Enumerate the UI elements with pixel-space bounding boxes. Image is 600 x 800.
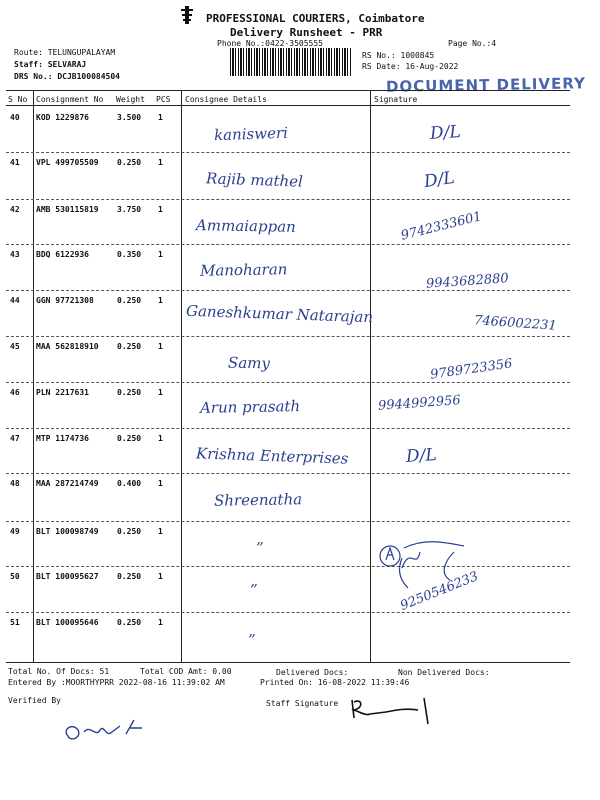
row-weight: 0.250 [117, 342, 142, 351]
non-delivered-docs: Non Delivered Docs: [398, 668, 490, 677]
row-divider [6, 336, 570, 337]
col-header-signature: Signature [374, 95, 418, 104]
row-consignment-no: GGN 97721308 [36, 296, 94, 305]
staff-signature [346, 694, 446, 734]
row-consignment-no: BLT 100095646 [36, 618, 99, 627]
row-sno: 48 [10, 479, 20, 488]
row-signature: 9943682880 [425, 271, 510, 292]
row-consignee-handwritten: kanisweri [213, 123, 289, 145]
verified-by: Verified By [8, 696, 61, 705]
row-divider [6, 428, 570, 429]
row-signature: 9250546233 [398, 569, 481, 614]
row-consignment-no: MTP 1174736 [36, 434, 89, 443]
col-header-pcs: PCS [156, 95, 171, 104]
row-sno: 44 [10, 296, 20, 305]
staff-signature-label: Staff Signature [266, 699, 339, 708]
document-delivery-stamp: DOCUMENT DELIVERY [385, 74, 587, 96]
row-signature: 7466002231 [473, 313, 558, 334]
row-divider [6, 199, 570, 200]
page-number: Page No.:4 [448, 39, 497, 48]
row-consignee-handwritten: Ammaiappan [195, 216, 296, 236]
col-header-consignment: Consignment No [36, 95, 104, 104]
row-sno: 47 [10, 434, 20, 443]
row-consignee-handwritten: Krishna Enterprises [195, 444, 349, 468]
table-top-rule [6, 90, 570, 91]
row-pcs: 1 [158, 572, 163, 581]
row-weight: 0.400 [117, 479, 142, 488]
col-header-weight: Weight [116, 95, 145, 104]
row-weight: 0.250 [117, 572, 142, 581]
row-signature: 9789723356 [429, 356, 514, 383]
row-consignment-no: MAA 287214749 [36, 479, 99, 488]
row-consignment-no: BLT 100095627 [36, 572, 99, 581]
row-consignment-no: VPL 499705509 [36, 158, 99, 167]
row-pcs: 1 [158, 113, 163, 122]
rs-date: RS Date: 16-Aug-2022 [362, 62, 459, 71]
company-name: PROFESSIONAL COURIERS, Coimbatore [206, 12, 425, 25]
table-header-rule [6, 105, 570, 106]
row-sno: 51 [10, 618, 20, 627]
document-title: Delivery Runsheet - PRR [230, 26, 383, 39]
row-weight: 0.250 [117, 158, 142, 167]
row-divider [6, 382, 570, 383]
row-pcs: 1 [158, 618, 163, 627]
row-consignment-no: AMB 530115819 [36, 205, 99, 214]
column-divider [181, 90, 182, 662]
row-weight: 3.750 [117, 205, 142, 214]
row-divider [6, 244, 570, 245]
row-consignee-handwritten: ” [256, 539, 264, 557]
row-pcs: 1 [158, 527, 163, 536]
row-consignee-handwritten: ” [250, 581, 258, 599]
row-consignment-no: PLN 2217631 [36, 388, 89, 397]
row-weight: 3.500 [117, 113, 142, 122]
row-sno: 40 [10, 113, 20, 122]
row-divider [6, 521, 570, 522]
route: Route: TELUNGUPALAYAM [14, 48, 116, 57]
row-pcs: 1 [158, 205, 163, 214]
delivered-docs: Delivered Docs: [276, 668, 349, 677]
row-consignee-handwritten: Shreenatha [213, 490, 303, 510]
verifier-signature [60, 712, 160, 748]
row-pcs: 1 [158, 158, 163, 167]
row-weight: 0.250 [117, 296, 142, 305]
courier-logo-icon [180, 6, 194, 24]
row-consignee-handwritten: Rajib mathel [205, 169, 304, 191]
column-divider [33, 90, 34, 662]
row-consignment-no: BDQ 6122936 [36, 250, 89, 259]
row-divider [6, 612, 570, 613]
row-signature: 9944992956 [377, 393, 462, 414]
barcode [230, 48, 352, 76]
row-sno: 45 [10, 342, 20, 351]
total-docs: Total No. Of Docs: 51 [8, 667, 110, 676]
row-signature: D/L [405, 444, 438, 468]
row-divider [6, 473, 570, 474]
row-divider [6, 290, 570, 291]
col-header-sno: S No [8, 95, 28, 104]
row-consignee-handwritten: Manoharan [199, 260, 288, 280]
row-pcs: 1 [158, 388, 163, 397]
row-consignee-handwritten: Arun prasath [199, 397, 301, 417]
row-signature: D/L [429, 121, 462, 145]
row-weight: 0.250 [117, 388, 142, 397]
row-sno: 49 [10, 527, 20, 536]
row-weight: 0.250 [117, 527, 142, 536]
row-weight: 0.250 [117, 618, 142, 627]
row-pcs: 1 [158, 250, 163, 259]
row-consignment-no: MAA 562818910 [36, 342, 99, 351]
row-pcs: 1 [158, 434, 163, 443]
row-consignment-no: KOD 1229876 [36, 113, 89, 122]
row-sno: 50 [10, 572, 20, 581]
phone-number: Phone No.:0422-3505555 [217, 39, 323, 48]
row-sno: 43 [10, 250, 20, 259]
row-sno: 41 [10, 158, 20, 167]
rs-number: RS No.: 1000845 [362, 51, 435, 60]
row-pcs: 1 [158, 479, 163, 488]
row-pcs: 1 [158, 342, 163, 351]
row-consignee-handwritten: Ganeshkumar Natarajan [185, 301, 374, 327]
row-consignee-handwritten: ” [248, 631, 256, 649]
row-sno: 46 [10, 388, 20, 397]
total-cod: Total COD Amt: 0.00 [140, 667, 232, 676]
row-weight: 0.250 [117, 434, 142, 443]
column-divider [370, 90, 371, 662]
staff: Staff: SELVARAJ [14, 60, 87, 69]
row-weight: 0.350 [117, 250, 142, 259]
table-bottom-rule [6, 662, 570, 663]
col-header-consignee: Consignee Details [185, 95, 267, 104]
printed-on: Printed On: 16-08-2022 11:39:46 [260, 678, 410, 687]
row-signature: 9742333601 [399, 209, 484, 244]
row-divider [6, 152, 570, 153]
row-sno: 42 [10, 205, 20, 214]
entered-by: Entered By :MOORTHYPRR 2022-08-16 11:39:02 AM [8, 678, 225, 687]
row-signature: D/L [422, 167, 456, 193]
row-consignee-handwritten: Samy [227, 353, 271, 373]
bracket-signature [394, 538, 514, 598]
row-consignment-no: BLT 100098749 [36, 527, 99, 536]
drs-number: DRS No.: DCJB100084504 [14, 72, 120, 81]
row-pcs: 1 [158, 296, 163, 305]
